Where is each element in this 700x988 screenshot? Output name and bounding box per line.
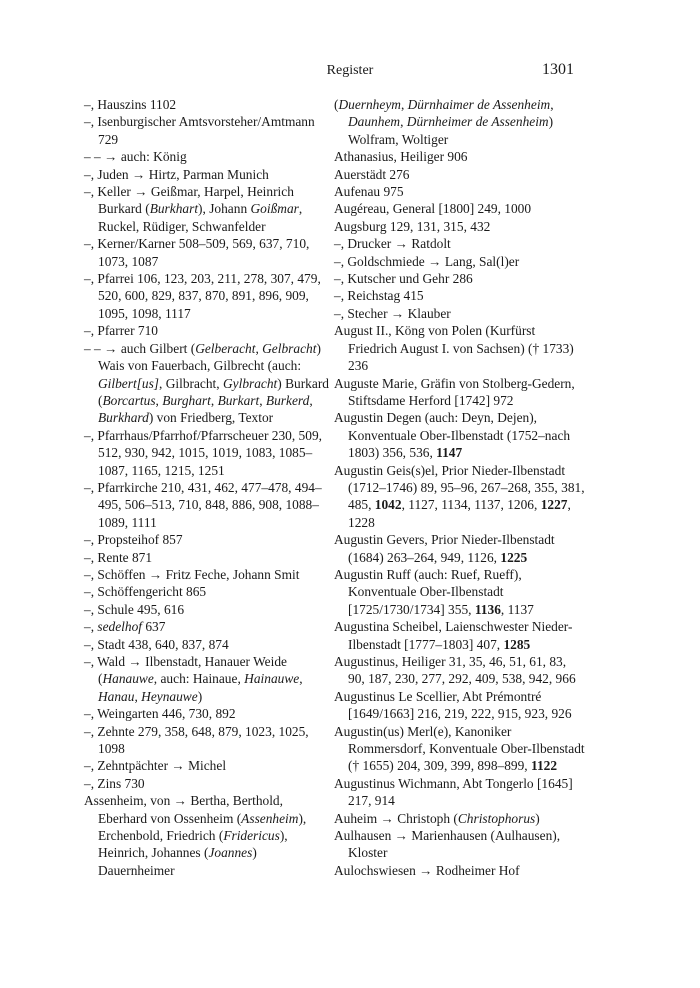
- index-entry: –, Pfarrhaus/Pfarrhof/Pfarrscheuer 230, 509, 512, 930, 942, 1015, 1019, 1083, 1085–1087, 1165, 1215, 1251: [84, 427, 322, 478]
- running-title: Register: [326, 63, 374, 78]
- index-entry: Augustinus, Heiliger 31, 35, 46, 51, 61, 83, 90, 187, 230, 277, 292, 409, 538, 942, 966: [334, 654, 576, 687]
- index-entry: –, Pfarrei 106, 123, 203, 211, 278, 307, 479, 520, 600, 829, 837, 870, 891, 896, 909, 1095, 1098, 1117: [84, 271, 321, 321]
- index-entry: –, Schöffengericht 865: [84, 584, 207, 600]
- index-entry: Augustinus Wichmann, Abt Tongerlo [1645] 217, 914: [334, 775, 573, 809]
- index-entry: –, Zins 730: [84, 775, 145, 791]
- index-entry: –, Weingarten 446, 730, 892: [84, 706, 236, 722]
- index-column-right: [334, 96, 586, 879]
- index-entry: Aulochswiesen → Rodheimer Hof: [334, 862, 520, 878]
- index-entry: –, Kerner/Karner 508–509, 569, 637, 710, 1073, 1087: [84, 236, 310, 269]
- index-entry: –, Kutscher und Gehr 286: [334, 271, 473, 287]
- index-entry: Auguste Marie, Gräfin von Stolberg-Gedern, Stiftsdame Herford [1742] 972: [334, 375, 575, 408]
- index-entry: Augustinus Le Scellier, Abt Prémontré [1649/1663] 216, 219, 222, 915, 923, 926: [334, 688, 572, 722]
- index-entry: Aulhausen → Marienhausen (Aulhausen), Kloster: [334, 828, 561, 861]
- index-entry: –, Juden → Hirtz, Parman Munich: [84, 166, 269, 182]
- index-entry: –, Hauszins 1102: [84, 97, 177, 112]
- index-entry: August II., Köng von Polen (Kurfürst Friedrich August I. von Sachsen) († 1733) 236: [334, 323, 574, 374]
- index-entry: –, Wald → Ilbenstadt, Hanauer Weide (Hanauwe, auch: Hainaue, Hainauwe, Hanau, Heynauwe): [84, 654, 303, 704]
- index-entry: –, Isenburgischer Amtsvorsteher/Amtmann 729: [84, 114, 315, 147]
- index-entry: –, Zehnte 279, 358, 648, 879, 1023, 1025, 1098: [84, 723, 309, 757]
- page-header: [0, 61, 700, 83]
- index-entry: Augustin Ruff (auch: Ruef, Rueff), Konventuale Ober-Ilbenstadt [1725/1730/1734] 355, 1136, 1137: [334, 566, 534, 617]
- index-entry: –, Pfarrer 710: [84, 323, 158, 339]
- index-entry: –, Zehntpächter → Michel: [84, 758, 227, 774]
- index-entry: –, sedelhof 637: [84, 619, 166, 635]
- index-entry: –, Rente 871: [84, 549, 153, 565]
- index-column-left: [84, 96, 334, 879]
- index-entry: –, Pfarrkirche 210, 431, 462, 477–478, 494–495, 506–513, 710, 848, 886, 908, 1088–1089, 1111: [84, 479, 322, 530]
- page-number: 1301: [542, 61, 574, 78]
- index-entry: –, Keller → Geißmar, Harpel, Heinrich Burkard (Burkhart), Johann Goißmar, Ruckel, Rüdiger, Schwanfelder: [84, 184, 303, 234]
- index-entry: –, Propsteihof 857: [84, 532, 183, 548]
- index-entry: Assenheim, von → Bertha, Berthold, Eberhard von Ossenheim (Assenheim), Erchenbold, Friedrich (Fridericus), Heinrich, Johannes (Joannes) Dauernheimer: [84, 793, 307, 878]
- index-entry: –, Drucker → Ratdolt: [334, 236, 451, 252]
- index-entry: Aufenau 975: [334, 184, 404, 200]
- index-entry: Augustin Degen (auch: Deyn, Dejen), Konventuale Ober-Ilbenstadt (1752–nach 1803) 356, 536, 1147: [334, 410, 571, 461]
- index-entry: Augsburg 129, 131, 315, 432: [334, 218, 491, 234]
- index-entry: –, Schule 495, 616: [84, 601, 185, 617]
- index-entry: Augustina Scheibel, Laienschwester Nieder-Ilbenstadt [1777–1803] 407, 1285: [334, 619, 573, 652]
- index-entry: Augustin Geis(s)el, Prior Nieder-Ilbenstadt (1712–1746) 89, 95–96, 267–268, 355, 381, 485, 1042, 1127, 1134, 1137, 1206, 1227, 1228: [334, 462, 585, 530]
- index-entry: – – → auch Gilbert (Gelberacht, Gelbracht) Wais von Fauerbach, Gilbrecht (auch: Gilbert[us], Gilbracht, Gylbracht) Burkard (Borcartus, Burghart, Burkart, Burkerd, Burkhard) von Friedberg, Textor: [84, 340, 329, 426]
- index-entry: (Duernheym, Dürnhaimer de Assenheim, Daunhem, Dürnheimer de Assenheim) Wolfram, Woltiger: [334, 97, 554, 147]
- index-entry: Athanasius, Heiliger 906: [334, 149, 468, 165]
- index-entry: –, Stadt 438, 640, 837, 874: [84, 636, 229, 652]
- index-entry: Augustin(us) Merl(e), Kanoniker Rommersdorf, Konventuale Ober-Ilbenstadt († 1655) 204, 309, 399, 898–899, 1122: [334, 723, 585, 774]
- index-entry: Augustin Gevers, Prior Nieder-Ilbenstadt (1684) 263–264, 949, 1126, 1225: [334, 532, 555, 565]
- index-entry: –, Stecher → Klauber: [334, 305, 451, 321]
- index-entry: –, Goldschmiede → Lang, Sal(l)er: [334, 253, 520, 269]
- index-entry: –, Schöffen → Fritz Feche, Johann Smit: [84, 566, 300, 582]
- index-entry: Augéreau, General [1800] 249, 1000: [334, 201, 532, 217]
- index-entry: Auheim → Christoph (Christophorus): [334, 810, 540, 826]
- index-entry: Auerstädt 276: [334, 166, 410, 182]
- index-entry: – – → auch: König: [84, 149, 187, 165]
- index-entry: –, Reichstag 415: [334, 288, 424, 304]
